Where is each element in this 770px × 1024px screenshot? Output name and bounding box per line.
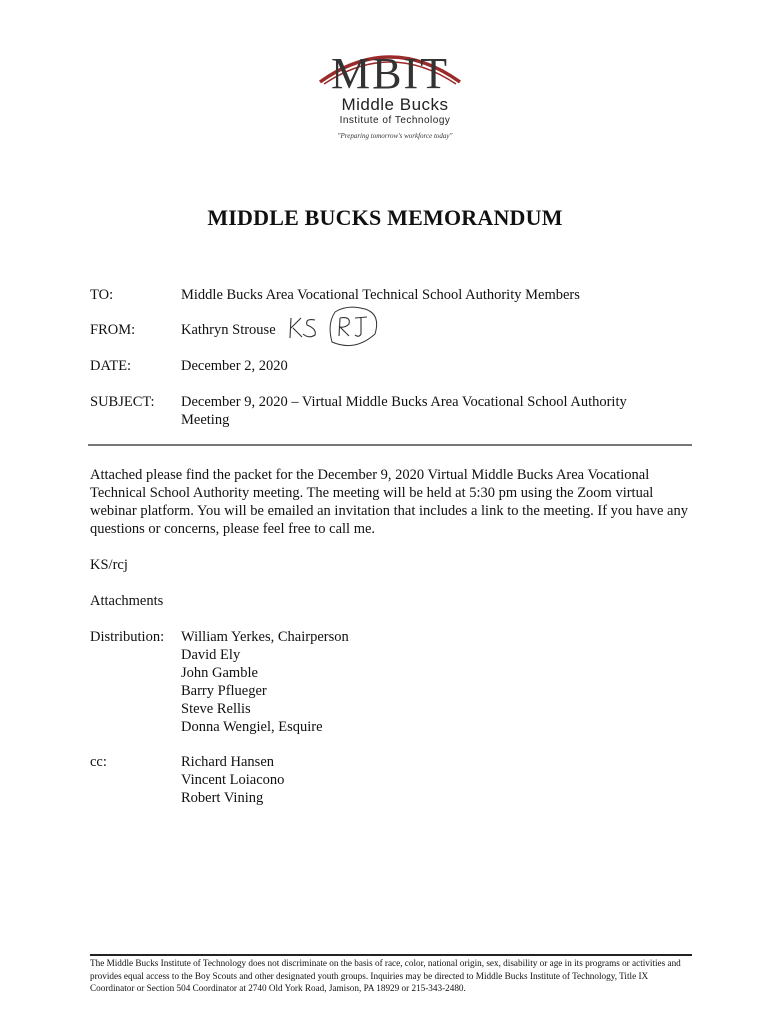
- author-initials: KS/rcj: [90, 557, 128, 573]
- cc-list: [181, 753, 284, 807]
- attachments-note: Attachments: [90, 593, 164, 609]
- distribution-name: Donna Wengiel, Esquire: [181, 719, 323, 735]
- nondiscrimination-footer: The Middle Bucks Institute of Technology does not discriminate on the basis of race, color, national origin, sex, disability or age in its programs or activities and provides equal access to the Boy Scouts and other designated youth groups. Inquiries may be directed to Middle Bucks Institute of Technology, Title IX Coordinator or Section 504 Coordinator at 2740 Old York Road, Jamison, PA 18929 or 215-343-2480.: [90, 958, 681, 993]
- distribution-name: David Ely: [181, 647, 241, 663]
- date-value: December 2, 2020: [181, 358, 288, 374]
- cc-name: Richard Hansen: [181, 754, 275, 770]
- subject-value: December 9, 2020 – Virtual Middle Bucks Area Vocational School Authority Meeting: [181, 394, 627, 428]
- memo-title: MIDDLE BUCKS MEMORANDUM: [207, 205, 563, 230]
- header-divider: [88, 444, 692, 446]
- distribution-name: John Gamble: [181, 665, 258, 681]
- cc-name: Vincent Loiacono: [181, 772, 285, 788]
- distribution-name: Steve Rellis: [181, 701, 251, 717]
- to-value: Middle Bucks Area Vocational Technical School Authority Members: [181, 287, 580, 303]
- handwritten-initials-signature: [285, 304, 385, 354]
- logo-name-line1: Middle Bucks: [341, 95, 449, 114]
- logo-tagline: "Preparing tomorrow's workforce today": [337, 132, 453, 140]
- date-label: DATE:: [90, 358, 132, 374]
- memo-body-paragraph: Attached please find the packet for the December 9, 2020 Virtual Middle Bucks Area Vocational Technical School Authority meeting. The meeting will be held at 5:30 pm using the Zoom virtual webinar platform. You will be emailed an invitation that includes a link to the meeting. If you have any questions or concerns, please feel free to call me.: [90, 467, 688, 537]
- from-label: FROM:: [90, 322, 136, 338]
- logo-name-line2: Institute of Technology: [339, 115, 451, 126]
- logo-monogram: MBIT: [331, 49, 449, 98]
- cc-name: Robert Vining: [181, 790, 264, 806]
- mbit-monogram-logo: [310, 40, 470, 98]
- distribution-name: Barry Pflueger: [181, 683, 267, 699]
- from-value: Kathryn Strouse: [181, 322, 276, 338]
- distribution-list: [181, 628, 349, 736]
- cc-label: cc:: [90, 754, 107, 770]
- distribution-label: Distribution:: [90, 629, 165, 645]
- footer-divider: [90, 954, 692, 956]
- distribution-name: William Yerkes, Chairperson: [181, 629, 349, 645]
- school-logo: [300, 40, 480, 150]
- subject-label: SUBJECT:: [90, 394, 155, 410]
- to-label: TO:: [90, 287, 114, 303]
